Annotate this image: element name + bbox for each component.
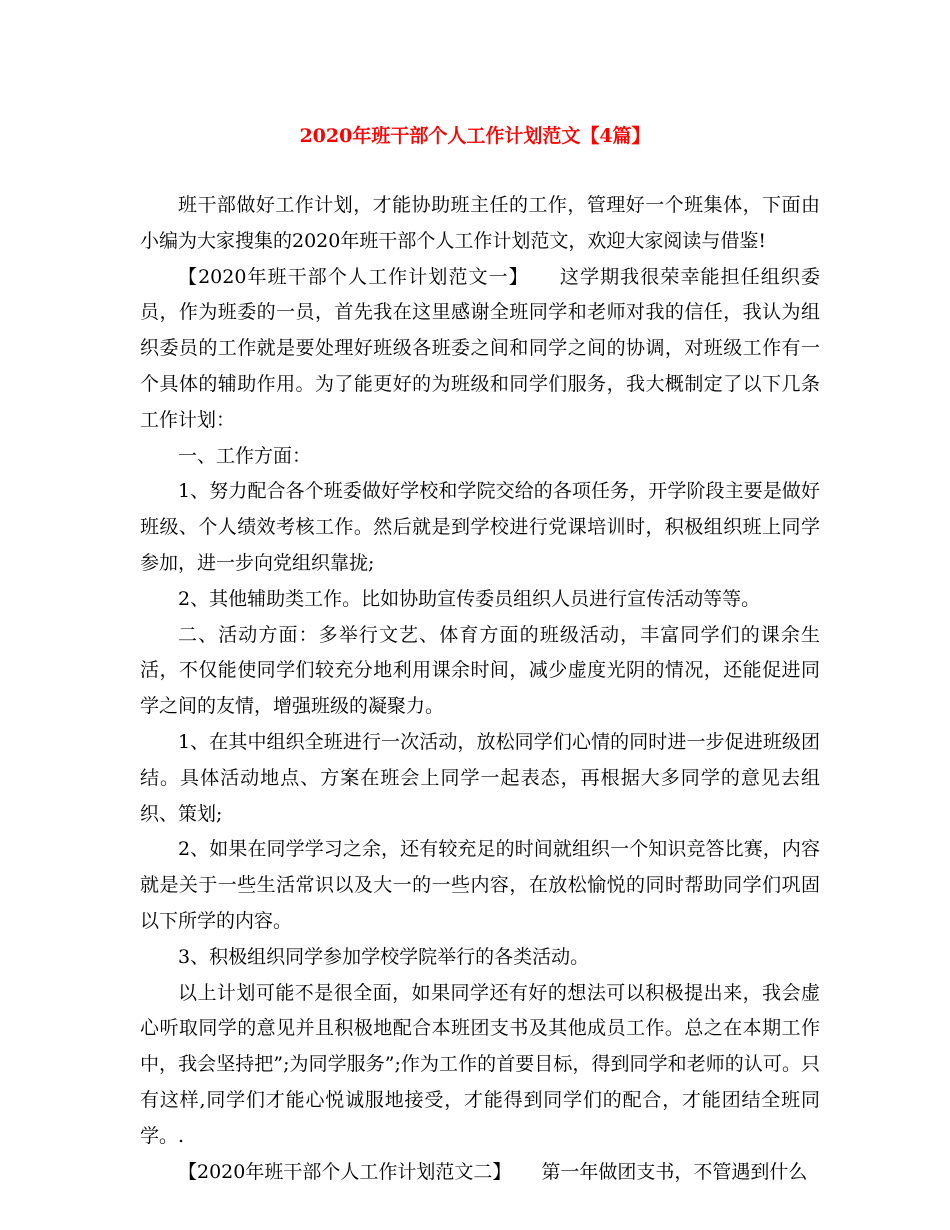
paragraph-text: 以上计划可能不是很全面，如果同学还有好的想法可以积极提出来，我会虚心听取同学的意见并且积极地配合本班团支书及其他成员工作。总之在本期工作中，我会坚持把”;为同学服务”;作为工作的首要目标，得到同学和老师的认可。只有这样,同学们才能心悦诚服地接受，才能得到同学们的配合，才能团结全班同学。. bbox=[140, 981, 820, 1147]
conclusion-paragraph bbox=[140, 976, 820, 1155]
intro-paragraph bbox=[140, 188, 820, 260]
section-two-paragraph bbox=[140, 1155, 820, 1191]
activity-aspect-paragraph bbox=[140, 618, 820, 725]
paragraph-text: 3、积极组织同学参加学校学院举行的各类活动。 bbox=[178, 945, 590, 968]
section-heading: 【2020年班干部个人工作计划范文二】 bbox=[178, 1160, 512, 1183]
paragraph-text: 班干部做好工作计划，才能协助班主任的工作，管理好一个班集体，下面由小编为大家搜集的2020年班干部个人工作计划范文，欢迎大家阅读与借鉴! bbox=[140, 194, 820, 252]
activity-item-1 bbox=[140, 725, 820, 832]
paragraph-text: 2、其他辅助类工作。比如协助宣传委员组织人员进行宣传活动等等。 bbox=[178, 587, 761, 610]
work-item-2 bbox=[140, 582, 820, 618]
paragraph-text: 第一年做团支书，不管遇到什么 bbox=[541, 1160, 808, 1183]
document-body bbox=[140, 188, 820, 1190]
activity-item-2 bbox=[140, 832, 820, 939]
paragraph-text: 二、活动方面：多举行文艺、体育方面的班级活动，丰富同学们的课余生活，不仅能使同学们较充分地利用课余时间，减少虚度光阴的情况，还能促进同学之间的友情，增强班级的凝聚力。 bbox=[140, 623, 820, 718]
section-one-paragraph bbox=[140, 260, 820, 439]
paragraph-text: 一、工作方面： bbox=[178, 444, 312, 467]
paragraph-text: 这学期我很荣幸能担任组织委员，作为班委的一员，首先我在这里感谢全班同学和老师对我的信任，我认为组织委员的工作就是要处理好班级各班委之间和同学之间的协调，对班级工作有一个具体的辅助作用。为了能更好的为班级和同学们服务，我大概制定了以下几条工作计划： bbox=[140, 265, 820, 431]
work-item-1 bbox=[140, 474, 820, 581]
section-heading: 【2020年班干部个人工作计划范文一】 bbox=[178, 265, 529, 288]
activity-item-3 bbox=[140, 940, 820, 976]
document-title: 2020年班干部个人工作计划范文【4篇】 bbox=[299, 125, 651, 147]
paragraph-text: 1、在其中组织全班进行一次活动，放松同学们心情的同时进一步促进班级团结。具体活动地点、方案在班会上同学一起表态，再根据大多同学的意见去组织、策划; bbox=[140, 730, 820, 825]
work-aspect-heading bbox=[140, 439, 820, 475]
paragraph-text: 2、如果在同学学习之余，还有较充足的时间就组织一个知识竞答比赛，内容就是关于一些生活常识以及大一的一些内容，在放松愉悦的同时帮助同学们巩固以下所学的内容。 bbox=[140, 838, 820, 932]
paragraph-text: 1、努力配合各个班委做好学校和学院交给的各项任务，开学阶段主要是做好班级、个人绩效考核工作。然后就是到学校进行党课培训时，积极组织班上同学参加，进一步向党组织靠拢; bbox=[140, 480, 820, 574]
